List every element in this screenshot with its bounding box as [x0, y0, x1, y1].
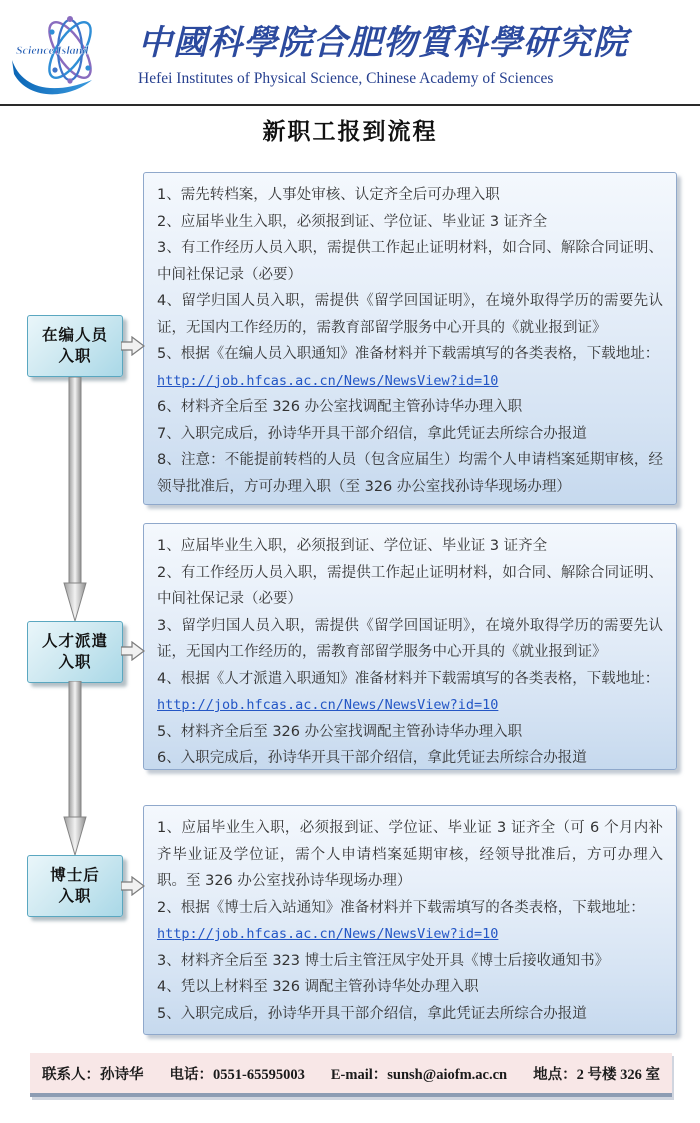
org-name-chinese: 中國科學院合肥物質科學研究院: [138, 23, 628, 63]
org-name-english: Hefei Institutes of Physical Science, Chinese Academy of Sciences: [138, 70, 554, 87]
process-step: 4、留学归国人员入职，需提供《留学回国证明》，在境外取得学历的需要先认证，无国内工作经历的，需教育部留学服务中心开具的《就业报到证》: [157, 293, 663, 336]
process-step: 3、材料齐全后至 323 博士后主管汪凤宇处开具《博士后接收通知书》: [157, 952, 610, 969]
label-text: 人才派遣: [41, 632, 108, 650]
process-step: 6、材料齐全后至 326 办公室找调配主管孙诗华办理入职: [157, 399, 523, 415]
download-link[interactable]: http://job.hfcas.ac.cn/News/NewsView?id=10: [157, 926, 499, 942]
contact-location: 地点：2 号楼 326 室: [533, 1066, 660, 1083]
content-box-regular-staff: [143, 172, 677, 505]
label-regular-staff: [27, 315, 123, 377]
process-step: 4、根据《人才派遣入职通知》准备材料并下载需填写的各类表格，下载地址：: [157, 670, 660, 687]
label-postdoc: [27, 855, 123, 917]
down-arrow-icon: [60, 377, 90, 621]
right-arrow-icon: [121, 336, 145, 356]
label-text: 博士后: [50, 866, 100, 884]
download-link[interactable]: http://job.hfcas.ac.cn/News/NewsView?id=10: [157, 372, 499, 389]
process-step: 2、应届毕业生入职，必须报到证、学位证、毕业证 3 证齐全: [157, 213, 548, 230]
right-arrow-icon: [121, 876, 145, 896]
label-text: 入职: [58, 347, 92, 365]
content-box-dispatch: [143, 523, 677, 770]
label-text: 入职: [58, 887, 92, 905]
process-step: 4、凭以上材料至 326 调配主管孙诗华处办理入职: [157, 979, 479, 995]
label-text: 在编人员: [41, 326, 108, 344]
logo-text: Science Island: [16, 43, 89, 57]
contact-email: E-mail：sunsh@aiofm.ac.cn: [330, 1066, 508, 1083]
process-step: 3、有工作经历人员入职，需提供工作起止证明材料，如合同、解除合同证明、中间社保记录（必要）: [157, 240, 663, 283]
process-step: 7、入职完成后，孙诗华开具干部介绍信，拿此凭证去所综合办报道: [157, 425, 587, 442]
process-step: 6、入职完成后，孙诗华开具干部介绍信，拿此凭证去所综合办报道: [157, 750, 587, 766]
process-step: 5、材料齐全后至 326 办公室找调配主管孙诗华办理入职: [157, 723, 523, 740]
process-step: 1、应届毕业生入职，必须报到证、学位证、毕业证 3 证齐全（可 6 个月内补齐毕业证及学位证，需个人申请档案延期审核，经领导批准后，方可办理入职。至 326 办公室找孙诗华现场办理）: [157, 820, 663, 889]
contact-person: 联系人：孙诗华: [42, 1066, 144, 1083]
label-text: 入职: [58, 653, 92, 671]
header-divider: [0, 104, 700, 106]
process-step: 5、根据《在编人员入职通知》准备材料并下载需填写的各类表格，下载地址：: [157, 346, 660, 362]
process-step: 2、根据《博士后入站通知》准备材料并下载需填写的各类表格，下载地址：: [157, 899, 645, 916]
science-island-logo: [8, 10, 128, 102]
process-step: 1、应届毕业生入职，必须报到证、学位证、毕业证 3 证齐全: [157, 538, 548, 554]
page-title: 新职工报到流程: [262, 119, 438, 145]
contact-phone: 电话：0551-65595003: [169, 1066, 305, 1083]
contact-bar: [30, 1053, 672, 1097]
brand-block: [138, 18, 678, 88]
content-box-postdoc: [143, 805, 677, 1035]
process-step: 2、有工作经历人员入职，需提供工作起止证明材料，如合同、解除合同证明、中间社保记录（必要）: [157, 564, 663, 607]
process-step: 1、需先转档案，人事处审核、认定齐全后可办理入职: [157, 187, 500, 203]
process-step: 8、注意：不能提前转档的人员（包含应届生）均需个人申请档案延期审核，经领导批准后，方可办理入职（至 326 办公室找孙诗华现场办理）: [157, 452, 663, 495]
down-arrow-icon: [60, 681, 90, 855]
download-link[interactable]: http://job.hfcas.ac.cn/News/NewsView?id=10: [157, 697, 499, 713]
process-step: 5、入职完成后，孙诗华开具干部介绍信，拿此凭证去所综合办报道: [157, 1005, 587, 1022]
right-arrow-icon: [121, 641, 145, 661]
process-step: 3、留学归国人员入职，需提供《留学回国证明》，在境外取得学历的需要先认证，无国内工作经历的，需教育部留学服务中心开具的《就业报到证》: [157, 617, 663, 660]
label-dispatch: [27, 621, 123, 683]
